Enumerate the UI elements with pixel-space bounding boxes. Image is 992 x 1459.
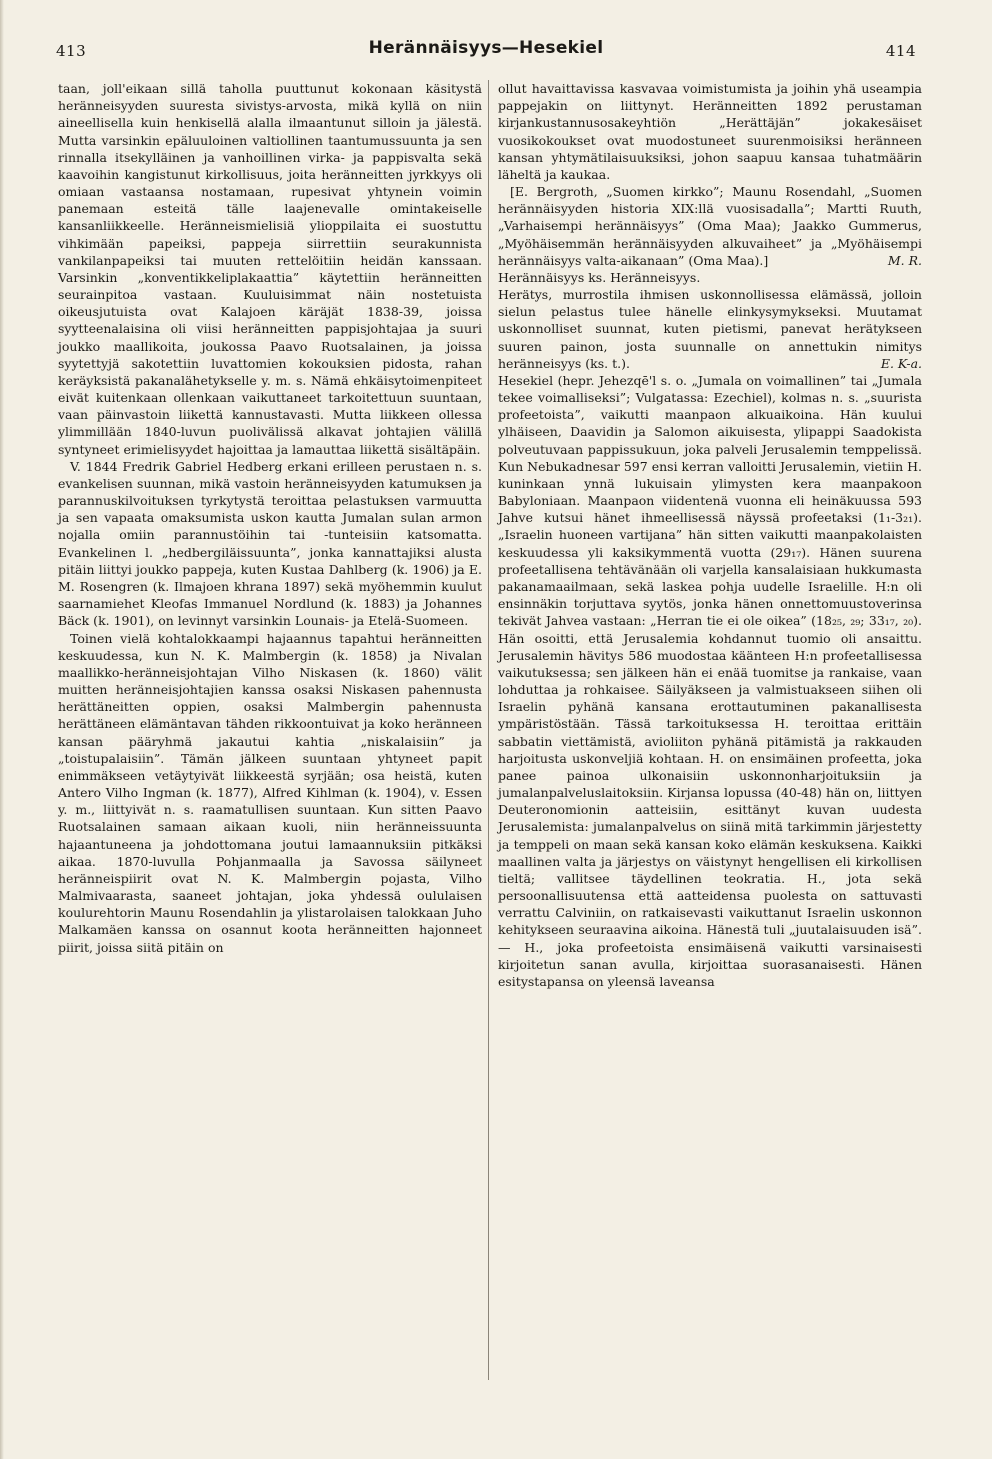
paragraph: V. 1844 Fredrik Gabriel Hedberg erkani erilleen perustaen n. s. evankelisen suunnan, mikä vastoin heränneisyyden katumuksen ja parannuskilvoituksen tyrkytystä teroittaa pelastuksen varmuutta ja sen vapaata omaksumista uskon kautta Jumalan sulan armon nojalla omiin parannustöihin tai -tunteisiin katsomatta. Evankelinen l. „hedbergiläissuunta”, jonka kannattajiksi alusta pitäin liittyi joukko pappeja, kuten Kustaa Dahlberg (k. 1906) ja E. M. Rosengren (k. Ilmajoen khrana 1897) sekä myöhemmin kuulut saarnamiehet Kleofas Immanuel Nordlund (k. 1883) ja Johannes Bäck (k. 1901), on levinnyt varsinkin Lounais- ja Etelä-Suomeen. [58, 458, 482, 629]
author-signature: M. R. [887, 252, 922, 268]
paragraph: ollut havaittavissa kasvavaa voimistumista ja joihin yhä useampia pappejakin on liittynyt. Heränneitten 1892 perustaman kirjankustannusosakeyhtiön „Herättäjän” jokakesäiset vuosikokoukset ovat muodostuneet suurenmoisiksi heränneen kansan yhtymätilaisuuksiksi, johon saapuu kansaa tuhatmäärin läheltä ja kaukaa. [498, 81, 922, 182]
binding-edge [0, 0, 4, 1459]
author-signature: E. K-a. [880, 355, 922, 371]
paragraph-references [498, 183, 922, 269]
entry-hesekiel: Hesekiel (hepr. Jehezqē'l s. o. „Jumala on voimallinen” tai „Jumala tekee voimalliseksi”; Vulgatassa: Ezechiel), kolmas n. s. „suurista profeetoista”, vaikutti maanpaon alkuaikoina. Hän kuului ylhäiseen, Daavidin ja Salomon aikuisesta, ylipappi Saadokista polveutuvaan pappissukuun, joka palveli Jerusalemin temppelissä. Kun Nebukadnesar 597 ensi kerran valloitti Jerusalemin, vietiin H. kuninkaan ynnä lukuisain ylimysten kera maanpakoon Babyloniaan. Maanpaon viidentenä vuonna eli heinäkuussa 593 Jahve kutsui hänet ihmeellisessä näyssä profeetaksi (1₁-3₂₁). „Israelin huoneen vartijana” hän sitten vaikutti maanpakolaisten keskuudessa yli kaksikymmentä vuotta (29₁₇). Hänen suurena profeetallisena tehtävänään oli varjella kansalaisiaan hukkumasta pakanamaailmaan, sekä laskea pohja uudelle Israelille. H:n oli ensinnäkin torjuttava syytös, jonka hänen onnettomuustoverinsa tekivät Jahvea vastaan: „Herran tie ei ole oikea” (18₂₅, ₂₉; 33₁₇, ₂₀). Hän osoitti, että Jerusalemia kohdannut tuomio oli ansaittu. Jerusalemin hävitys 586 muodostaa käänteen H:n profeetallisessa vaikutuksessa; sen jälkeen hän ei enää tuomitse ja rankaise, vaan lohduttaa ja rohkaisee. Säilyäkseen ja valmistuakseen siihen oli Israelin pyhänä kansana erottautuminen pakanallisesta ympäristöstään. Tässä tarkoituksessa H. teroittaa erittäin sabbatin viettämistä, avioliiton pyhänä pitämistä ja rakkauden harjoitusta uskonveljiä kohtaan. H. on ensimäinen profeetta, joka panee painoa ulkonaisiin uskonnonharjoituksiin ja jumalanpalveluslaitoksiin. Kirjansa lopussa (40-48) hän on, liittyen Deuteronomionin aatteisiin, esittänyt kuvan uudesta Jerusalemista: jumalanpalvelus on siinä mitä tarkimmin järjestetty ja temppeli on maan sekä kansan koko elämän keskuksena. Kaikki maallinen valta ja järjestys on väistynyt hengellisen eli kirkollisen tieltä; vallitsee täydellinen teokratia. H., jota sekä persoonallisuutensa että aatteidensa puolesta on sattuvasti verrattu Calviniin, on ratkaisevasti vaikuttanut Israelin uskonnon kehitykseen seuraavina aikoina. Hänestä tuli „juutalaisuuden isä”. — H., joka profeetoista ensimäisenä vaikutti varsinaisesti kirjoitetun sanan avulla, kirjoittaa suorasanaisesti. Hänen esitystapansa on yleensä laveansa [498, 372, 922, 989]
column-divider [488, 80, 489, 1380]
page-number-left: 413 [56, 42, 87, 60]
right-column [498, 80, 922, 990]
entry-heratys [498, 286, 922, 372]
paragraph: taan, joll'eikaan sillä taholla puuttunut kokonaan käsitystä heränneisyyden suuresta sivistys-arvosta, mikä kyllä on niin aineellisella kuin henkisellä alalla ilmaantunut silloin ja jälestä. Mutta varsinkin epäluuloinen valtiollinen taantumussuunta ja sen rinnalla itsekylläinen ja vanhoillinen virka- ja pappisvalta sekä kaavoihin kangistunut kirkollisuus, joita heränneitten jyrkkyys oli omiaan vastaansa nostamaan, rupesivat yhtynein voimin panemaan esteitä tälle laajenevalle omintakeiselle kansanliikkeelle. Heränneismielisiä ylioppilaita ei suostuttu vihkimään papeiksi, pappeja siirrettiin seurakunnista vankilanpapeiksi tai muuten rettelöitiin heidän kanssaan. Varsinkin „konventikkeliplakaattia” käytettiin heränneitten seurainpitoa vastaan. Kuuluisimmat näin nostetuista oikeusjutuista ovat Kalajoen käräjät 1838-39, joissa syytteenalaisina oli viisi heränneitten pappisjohtajaa ja suuri joukko maallikoita, joukossa Paavo Ruotsalainen, ja joissa syytettyjä sakotettiin luvattomien kokouksien pidosta, rahan keräyksistä pakanalähetykselle y. m. s. Nämä ehkäisytoimenpiteet eivät kuitenkaan ollenkaan vaikuttaneet tarkoitettuun suuntaan, vaan päinvastoin liikettä kannustavasti. Mutta liikkeen ollessa ylimmillään 1840-luvun puolivälissä alkavat johtajien välillä syntyneet erimielisyydet hajoittaa ja lamauttaa liikettä sisältäpäin. [58, 81, 482, 457]
page-number-right: 414 [885, 42, 916, 60]
running-header [56, 38, 916, 64]
references-text: [E. Bergroth, „Suomen kirkko”; Maunu Rosendahl, „Suomen herännäisyyden historia XIX:llä vuosisadalla”; Martti Ruuth, „Varhaisempi herännäisyys” (Oma Maa); Jaakko Gummerus, „Myöhäisemmän herännäisyyden alkuvaiheet” ja „Myöhäisempi herännäisyys valta-aikanaan” (Oma Maa).] [498, 184, 922, 268]
running-title: Herännäisyys—Hesekiel [368, 38, 604, 58]
left-column [58, 80, 482, 956]
entry-herannaisyys: Herännäisyys ks. Heränneisyys. [498, 269, 701, 285]
entry-heratys-text: Herätys, murrostila ihmisen uskonnollisessa elämässä, jolloin sielun pelastus tulee hänelle elinkysymykseksi. Muutamat uskonnolliset suunnat, kuten pietismi, panevat herätykseen suuren painon, josta suunnalle on annettukin nimitys heränneisyys (ks. t.). [498, 287, 922, 371]
paragraph: Toinen vielä kohtalokkaampi hajaannus tapahtui heränneitten keskuudessa, kun N. K. Malmbergin (k. 1858) ja Nivalan maallikko-heränneisjohtajan Vilho Niskasen (k. 1860) välit muitten heränneisjohtajien kanssa osaksi Niskasen pahennusta herättäneitten oppien, osaksi Malmbergin pahennusta herättäneen elämäntavan tähden rikkoontuivat ja koko heränneen kansan pääryhmä jakautui kahtia „niskalaisiin” ja „toistupalaisiin”. Tämän jälkeen suuntaan yhtyneet papit enimmäkseen vetäytyivät liikkeestä syrjään; osa heistä, kuten Antero Vilho Ingman (k. 1877), Alfred Kihlman (k. 1904), v. Essen y. m., liittyivät n. s. raamatullisen suuntaan. Kun sitten Paavo Ruotsalainen samaan aikaan kuoli, niin heränneissuunta hajaantuneena ja johdottomana joutui lamaannuksiin pitkäksi aikaa. 1870-luvulla Pohjanmaalla ja Savossa säilyneet heränneispiirit ovat N. K. Malmbergin pojasta, Vilho Malmivaarasta, saaneet johtajan, joka yhdessä oululaisen koulurehtorin Maunu Rosendahlin ja ylistarolaisen talokkaan Juho Malkamäen kanssa on osannut koota heränneitten hajonneet piirit, joissa siitä pitäin on [58, 630, 482, 955]
